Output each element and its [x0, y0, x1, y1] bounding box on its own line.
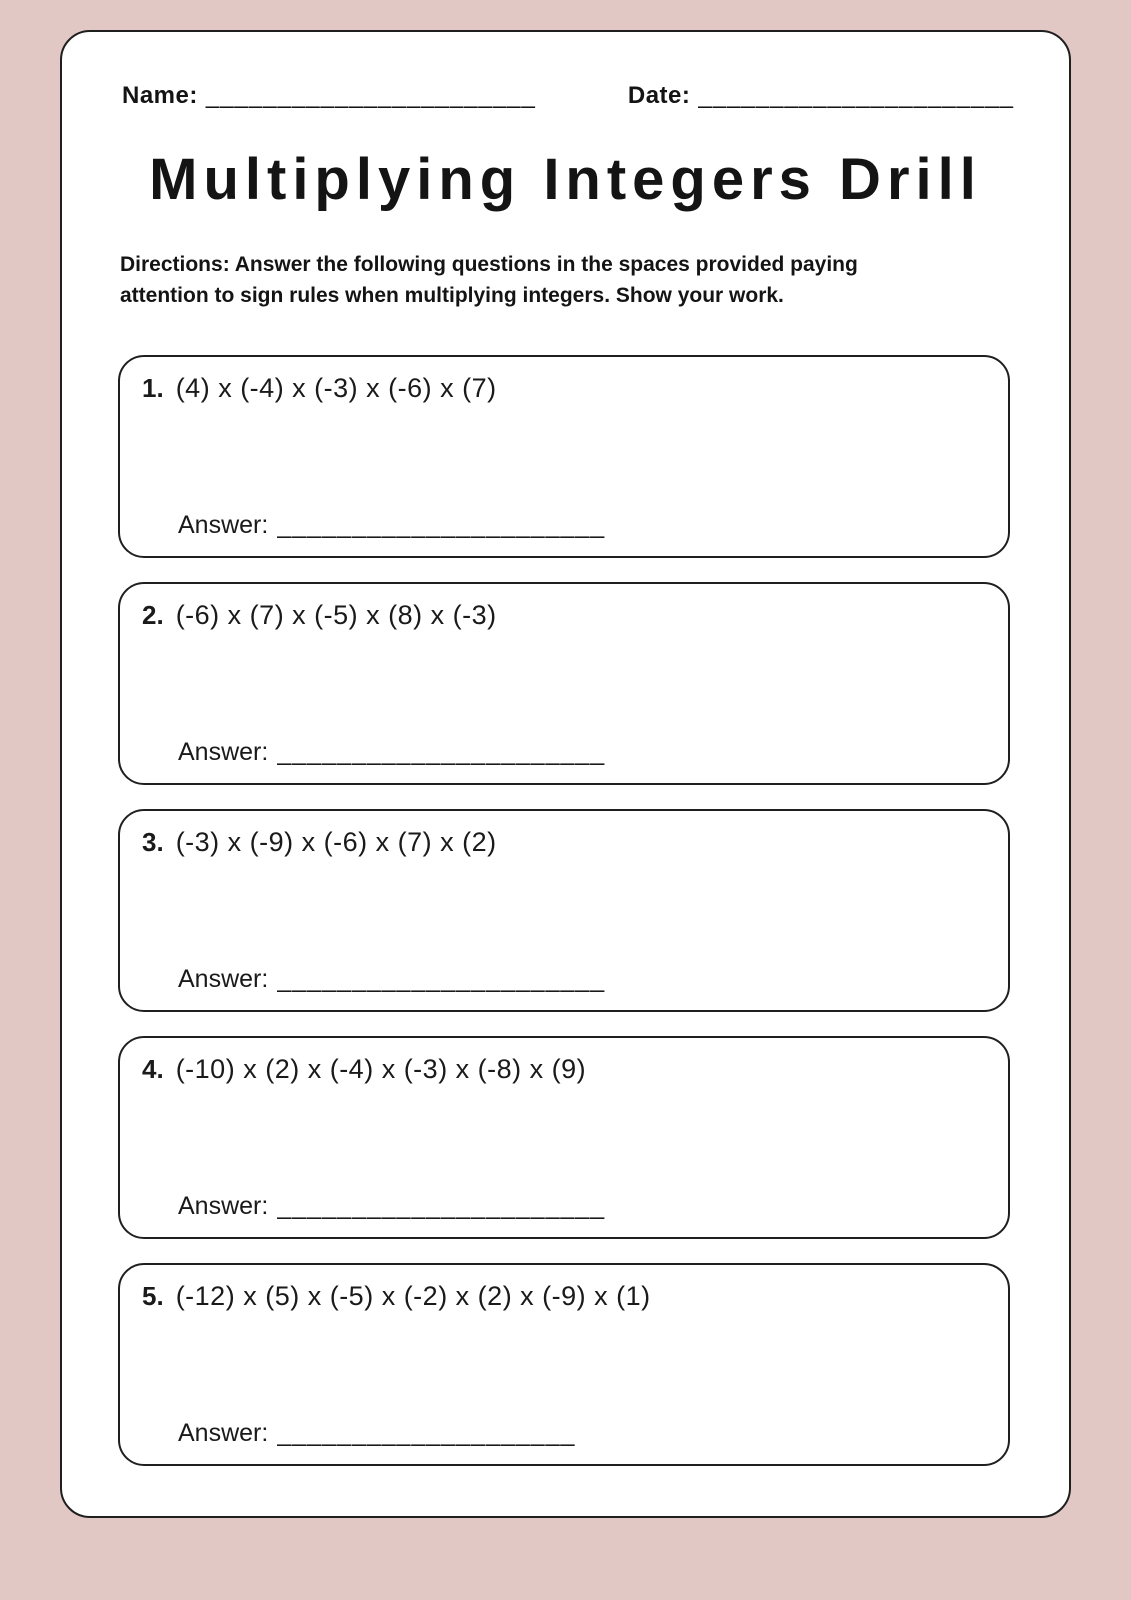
question-box-3: [118, 809, 1010, 1012]
answer-row: [178, 965, 605, 994]
answer-row: [178, 1192, 605, 1221]
question-line: [142, 827, 986, 858]
question-number: 4.: [142, 1054, 164, 1085]
question-expression: (-10) x (2) x (-4) x (-3) x (-8) x (9): [175, 1054, 587, 1085]
answer-blank-line: ______________________: [277, 1192, 606, 1221]
question-line: [142, 1281, 986, 1312]
header-row: [118, 82, 1013, 110]
question-expression: (-6) x (7) x (-5) x (8) x (-3): [175, 600, 497, 631]
date-label: Date:: [627, 82, 691, 109]
question-box-2: [118, 582, 1010, 785]
question-list: [118, 355, 1013, 1466]
question-expression: (-12) x (5) x (-5) x (-2) x (2) x (-9) x (1): [175, 1281, 651, 1312]
question-number: 5.: [142, 1281, 164, 1312]
name-label: Name:: [122, 82, 198, 109]
answer-row: [178, 1419, 575, 1448]
answer-blank-line: ______________________: [277, 965, 606, 994]
question-box-5: [118, 1263, 1010, 1466]
question-number: 3.: [142, 827, 164, 858]
answer-row: [178, 511, 605, 540]
answer-blank-line: ______________________: [277, 511, 606, 540]
date-blank-line: ______________________: [698, 82, 1015, 109]
question-number: 1.: [142, 373, 164, 404]
page-title: Multiplying Integers Drill: [149, 147, 982, 212]
question-box-4: [118, 1036, 1010, 1239]
answer-blank-line: ______________________: [277, 738, 606, 767]
question-expression: (4) x (-4) x (-3) x (-6) x (7): [175, 373, 497, 404]
date-field-group: [628, 82, 1014, 110]
question-box-1: [118, 355, 1010, 558]
question-expression: (-3) x (-9) x (-6) x (7) x (2): [175, 827, 497, 858]
question-line: [142, 600, 986, 631]
question-line: [142, 373, 986, 404]
name-field-group: [122, 82, 536, 110]
answer-row: [178, 738, 605, 767]
name-blank-line: _______________________: [205, 82, 536, 109]
answer-label: Answer:: [178, 511, 269, 540]
worksheet-page: [60, 30, 1071, 1518]
answer-label: Answer:: [178, 965, 269, 994]
answer-label: Answer:: [178, 738, 269, 767]
answer-label: Answer:: [178, 1192, 269, 1221]
question-number: 2.: [142, 600, 164, 631]
answer-blank-line: ____________________: [277, 1419, 576, 1448]
directions-text: Directions: Answer the following questions in the spaces provided paying attention to sign rules when multiplying integers. Show your work.: [120, 253, 858, 308]
question-line: [142, 1054, 986, 1085]
answer-label: Answer:: [178, 1419, 269, 1448]
